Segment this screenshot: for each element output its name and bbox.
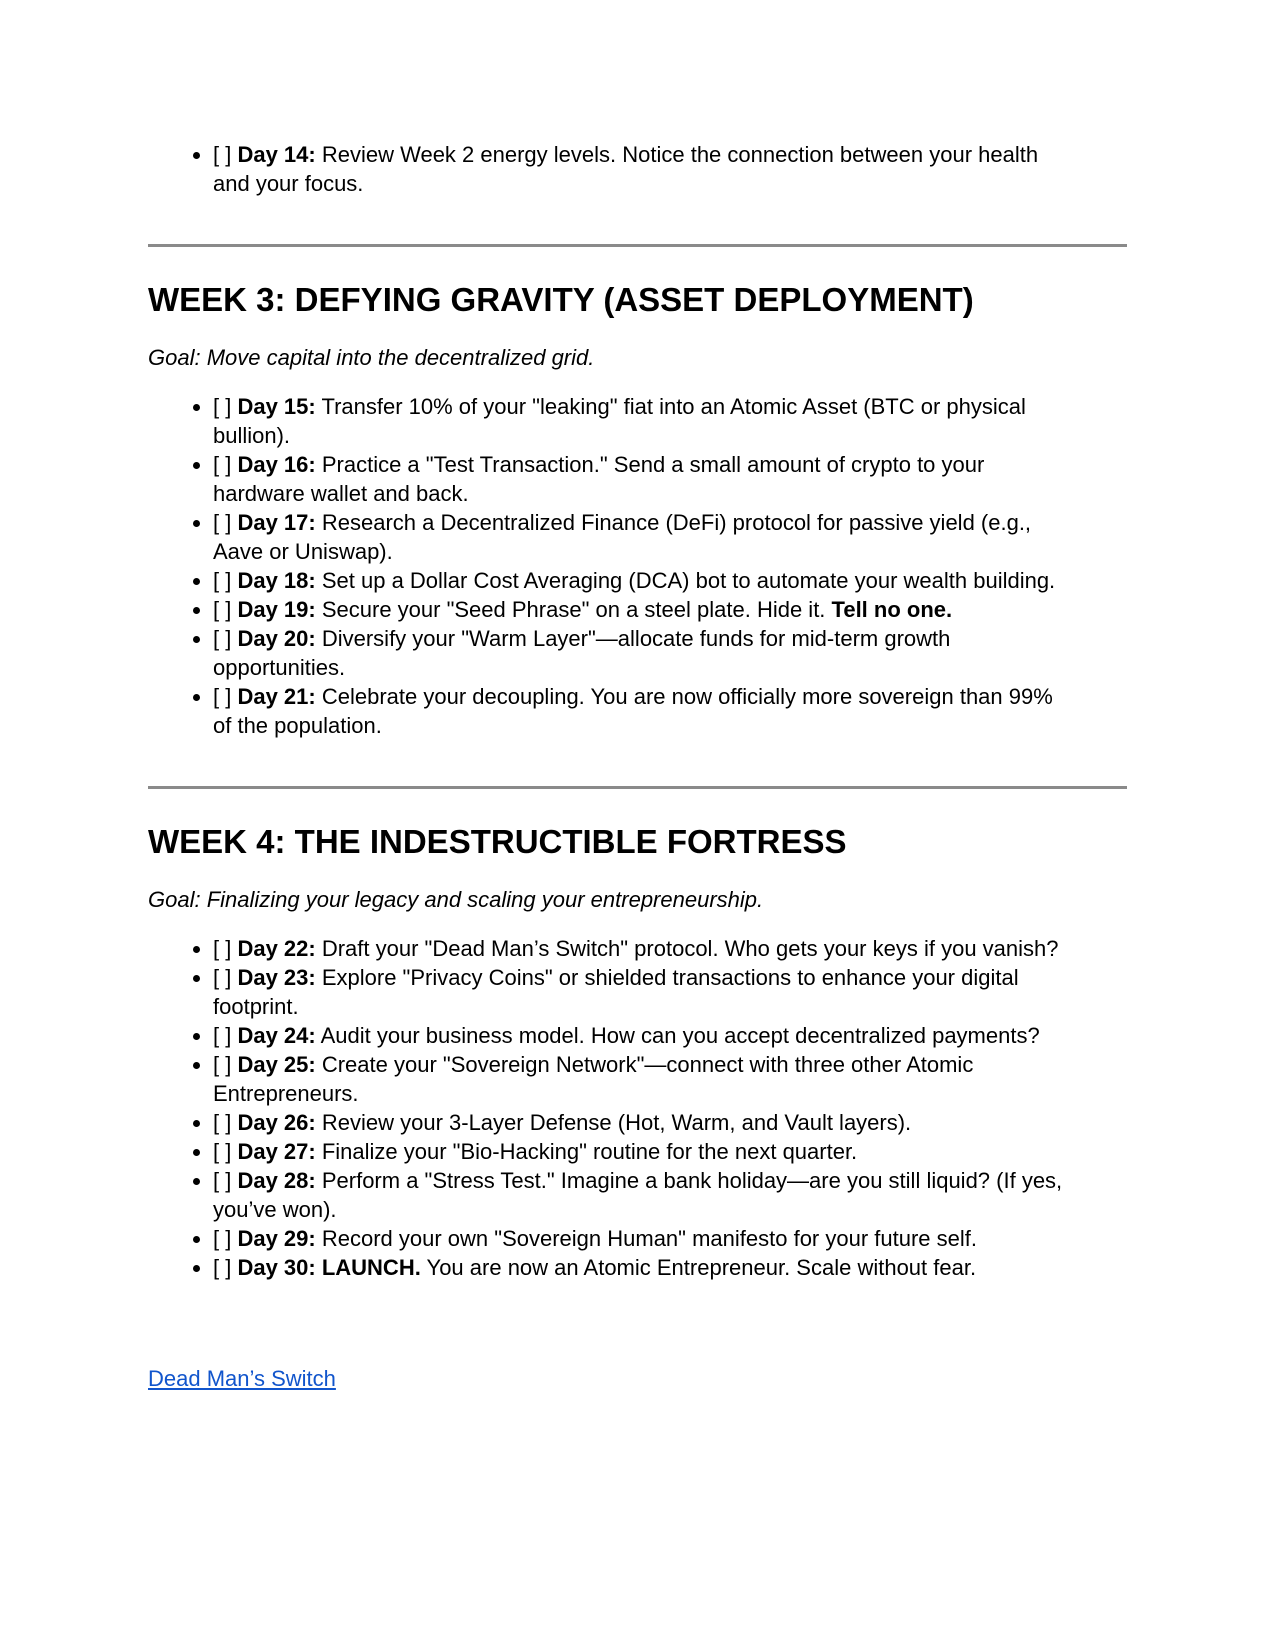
item-text: Finalize your "Bio-Hacking" routine for the next quarter.: [315, 1139, 858, 1164]
checklist-item: [213, 1224, 1127, 1253]
item-text: You are now an Atomic Entrepreneur. Scale without fear.: [420, 1255, 977, 1280]
item-bold-text: Day 21:: [237, 684, 316, 709]
checkbox-placeholder: [ ]: [213, 394, 238, 419]
item-text: Celebrate your decoupling. You are now officially more sovereign than 99% of the population.: [213, 684, 1053, 738]
item-bold-text: Day 25:: [237, 1052, 316, 1077]
section-goal-week-4: Goal: Finalizing your legacy and scaling your entrepreneurship.: [148, 887, 764, 912]
item-bold-text: Day 29:: [237, 1226, 316, 1251]
checklist-item: [213, 392, 1127, 450]
item-text: Set up a Dollar Cost Averaging (DCA) bot to automate your wealth building.: [315, 568, 1056, 593]
item-text: Review your 3-Layer Defense (Hot, Warm, and Vault layers).: [315, 1110, 912, 1135]
item-bold-text: Day 20:: [237, 626, 316, 651]
link-paragraph: [148, 1364, 1127, 1393]
item-text: Draft your "Dead Man’s Switch" protocol. Who gets your keys if you vanish?: [315, 936, 1059, 961]
item-bold-text: Day 17:: [237, 510, 316, 535]
horizontal-divider: [148, 244, 1127, 247]
checkbox-placeholder: [ ]: [213, 1023, 238, 1048]
checklist-item: [213, 566, 1127, 595]
checkbox-placeholder: [ ]: [213, 597, 238, 622]
checklist-item: [213, 508, 1127, 566]
checkbox-placeholder: [ ]: [213, 1052, 238, 1077]
checklist-item: [213, 963, 1127, 1021]
checkbox-placeholder: [ ]: [213, 684, 238, 709]
checkbox-placeholder: [ ]: [213, 965, 238, 990]
item-text: Create your "Sovereign Network"—connect with three other Atomic Entrepreneurs.: [213, 1052, 974, 1106]
item-text: Research a Decentralized Finance (DeFi) protocol for passive yield (e.g., Aave or Uniswap).: [213, 510, 1032, 564]
checkbox-placeholder: [ ]: [213, 1110, 238, 1135]
checklist-item: [213, 624, 1127, 682]
checkbox-placeholder: [ ]: [213, 510, 238, 535]
checklist-week2-continuation: [148, 140, 1127, 198]
item-bold-text: Day 27:: [237, 1139, 316, 1164]
item-text: Review Week 2 energy levels. Notice the connection between your health and your focus.: [213, 142, 1039, 196]
item-bold-text: Day 28:: [237, 1168, 316, 1193]
checklist-item: [213, 1166, 1127, 1224]
section-heading-week-3: WEEK 3: DEFYING GRAVITY (ASSET DEPLOYMENT): [148, 281, 974, 318]
item-bold-text: Day 23:: [237, 965, 316, 990]
item-text: Record your own "Sovereign Human" manifesto for your future self.: [315, 1226, 977, 1251]
checklist-item: [213, 934, 1127, 963]
item-bold-text: Day 26:: [237, 1110, 316, 1135]
checklist-item: [213, 1108, 1127, 1137]
item-bold-text: Day 30: LAUNCH.: [237, 1255, 421, 1280]
item-bold-text: Day 18:: [237, 568, 316, 593]
item-bold-text: Day 22:: [237, 936, 316, 961]
checklist-item: [213, 1050, 1127, 1108]
item-text: Audit your business model. How can you accept decentralized payments?: [315, 1023, 1040, 1048]
item-bold-text: Day 15:: [237, 394, 316, 419]
checkbox-placeholder: [ ]: [213, 142, 238, 167]
checkbox-placeholder: [ ]: [213, 568, 238, 593]
item-text: Diversify your "Warm Layer"—allocate funds for mid-term growth opportunities.: [213, 626, 951, 680]
checkbox-placeholder: [ ]: [213, 1226, 238, 1251]
section-goal-week-3: Goal: Move capital into the decentralized grid.: [148, 345, 595, 370]
item-text: Practice a "Test Transaction." Send a small amount of crypto to your hardware wallet and back.: [213, 452, 985, 506]
item-text: Transfer 10% of your "leaking" fiat into an Atomic Asset (BTC or physical bullion).: [213, 394, 1026, 448]
checkbox-placeholder: [ ]: [213, 1139, 238, 1164]
item-bold-text: Tell no one.: [831, 597, 953, 622]
item-text: Secure your "Seed Phrase" on a steel plate. Hide it.: [315, 597, 832, 622]
checklist-item: [213, 1021, 1127, 1050]
checklist-item: [213, 682, 1127, 740]
checkbox-placeholder: [ ]: [213, 626, 238, 651]
checklist-item: [213, 140, 1127, 198]
horizontal-divider: [148, 786, 1127, 789]
section-heading-week-4: WEEK 4: THE INDESTRUCTIBLE FORTRESS: [148, 823, 847, 860]
dead-mans-switch-link[interactable]: Dead Man’s Switch: [148, 1366, 336, 1391]
checklist-item: [213, 595, 1127, 624]
item-bold-text: Day 16:: [237, 452, 316, 477]
checklist-week-3: [148, 392, 1127, 740]
item-bold-text: Day 19:: [237, 597, 316, 622]
item-text: Perform a "Stress Test." Imagine a bank holiday—are you still liquid? (If yes, you’ve won).: [213, 1168, 1063, 1222]
checklist-week-4: [148, 934, 1127, 1282]
checklist-item: [213, 450, 1127, 508]
checklist-item: [213, 1253, 1127, 1282]
checkbox-placeholder: [ ]: [213, 1255, 238, 1280]
checkbox-placeholder: [ ]: [213, 936, 238, 961]
checkbox-placeholder: [ ]: [213, 452, 238, 477]
checkbox-placeholder: [ ]: [213, 1168, 238, 1193]
item-text: Explore "Privacy Coins" or shielded transactions to enhance your digital footprint.: [213, 965, 1019, 1019]
checklist-item: [213, 1137, 1127, 1166]
item-bold-text: Day 24:: [237, 1023, 316, 1048]
item-bold-text: Day 14:: [237, 142, 316, 167]
